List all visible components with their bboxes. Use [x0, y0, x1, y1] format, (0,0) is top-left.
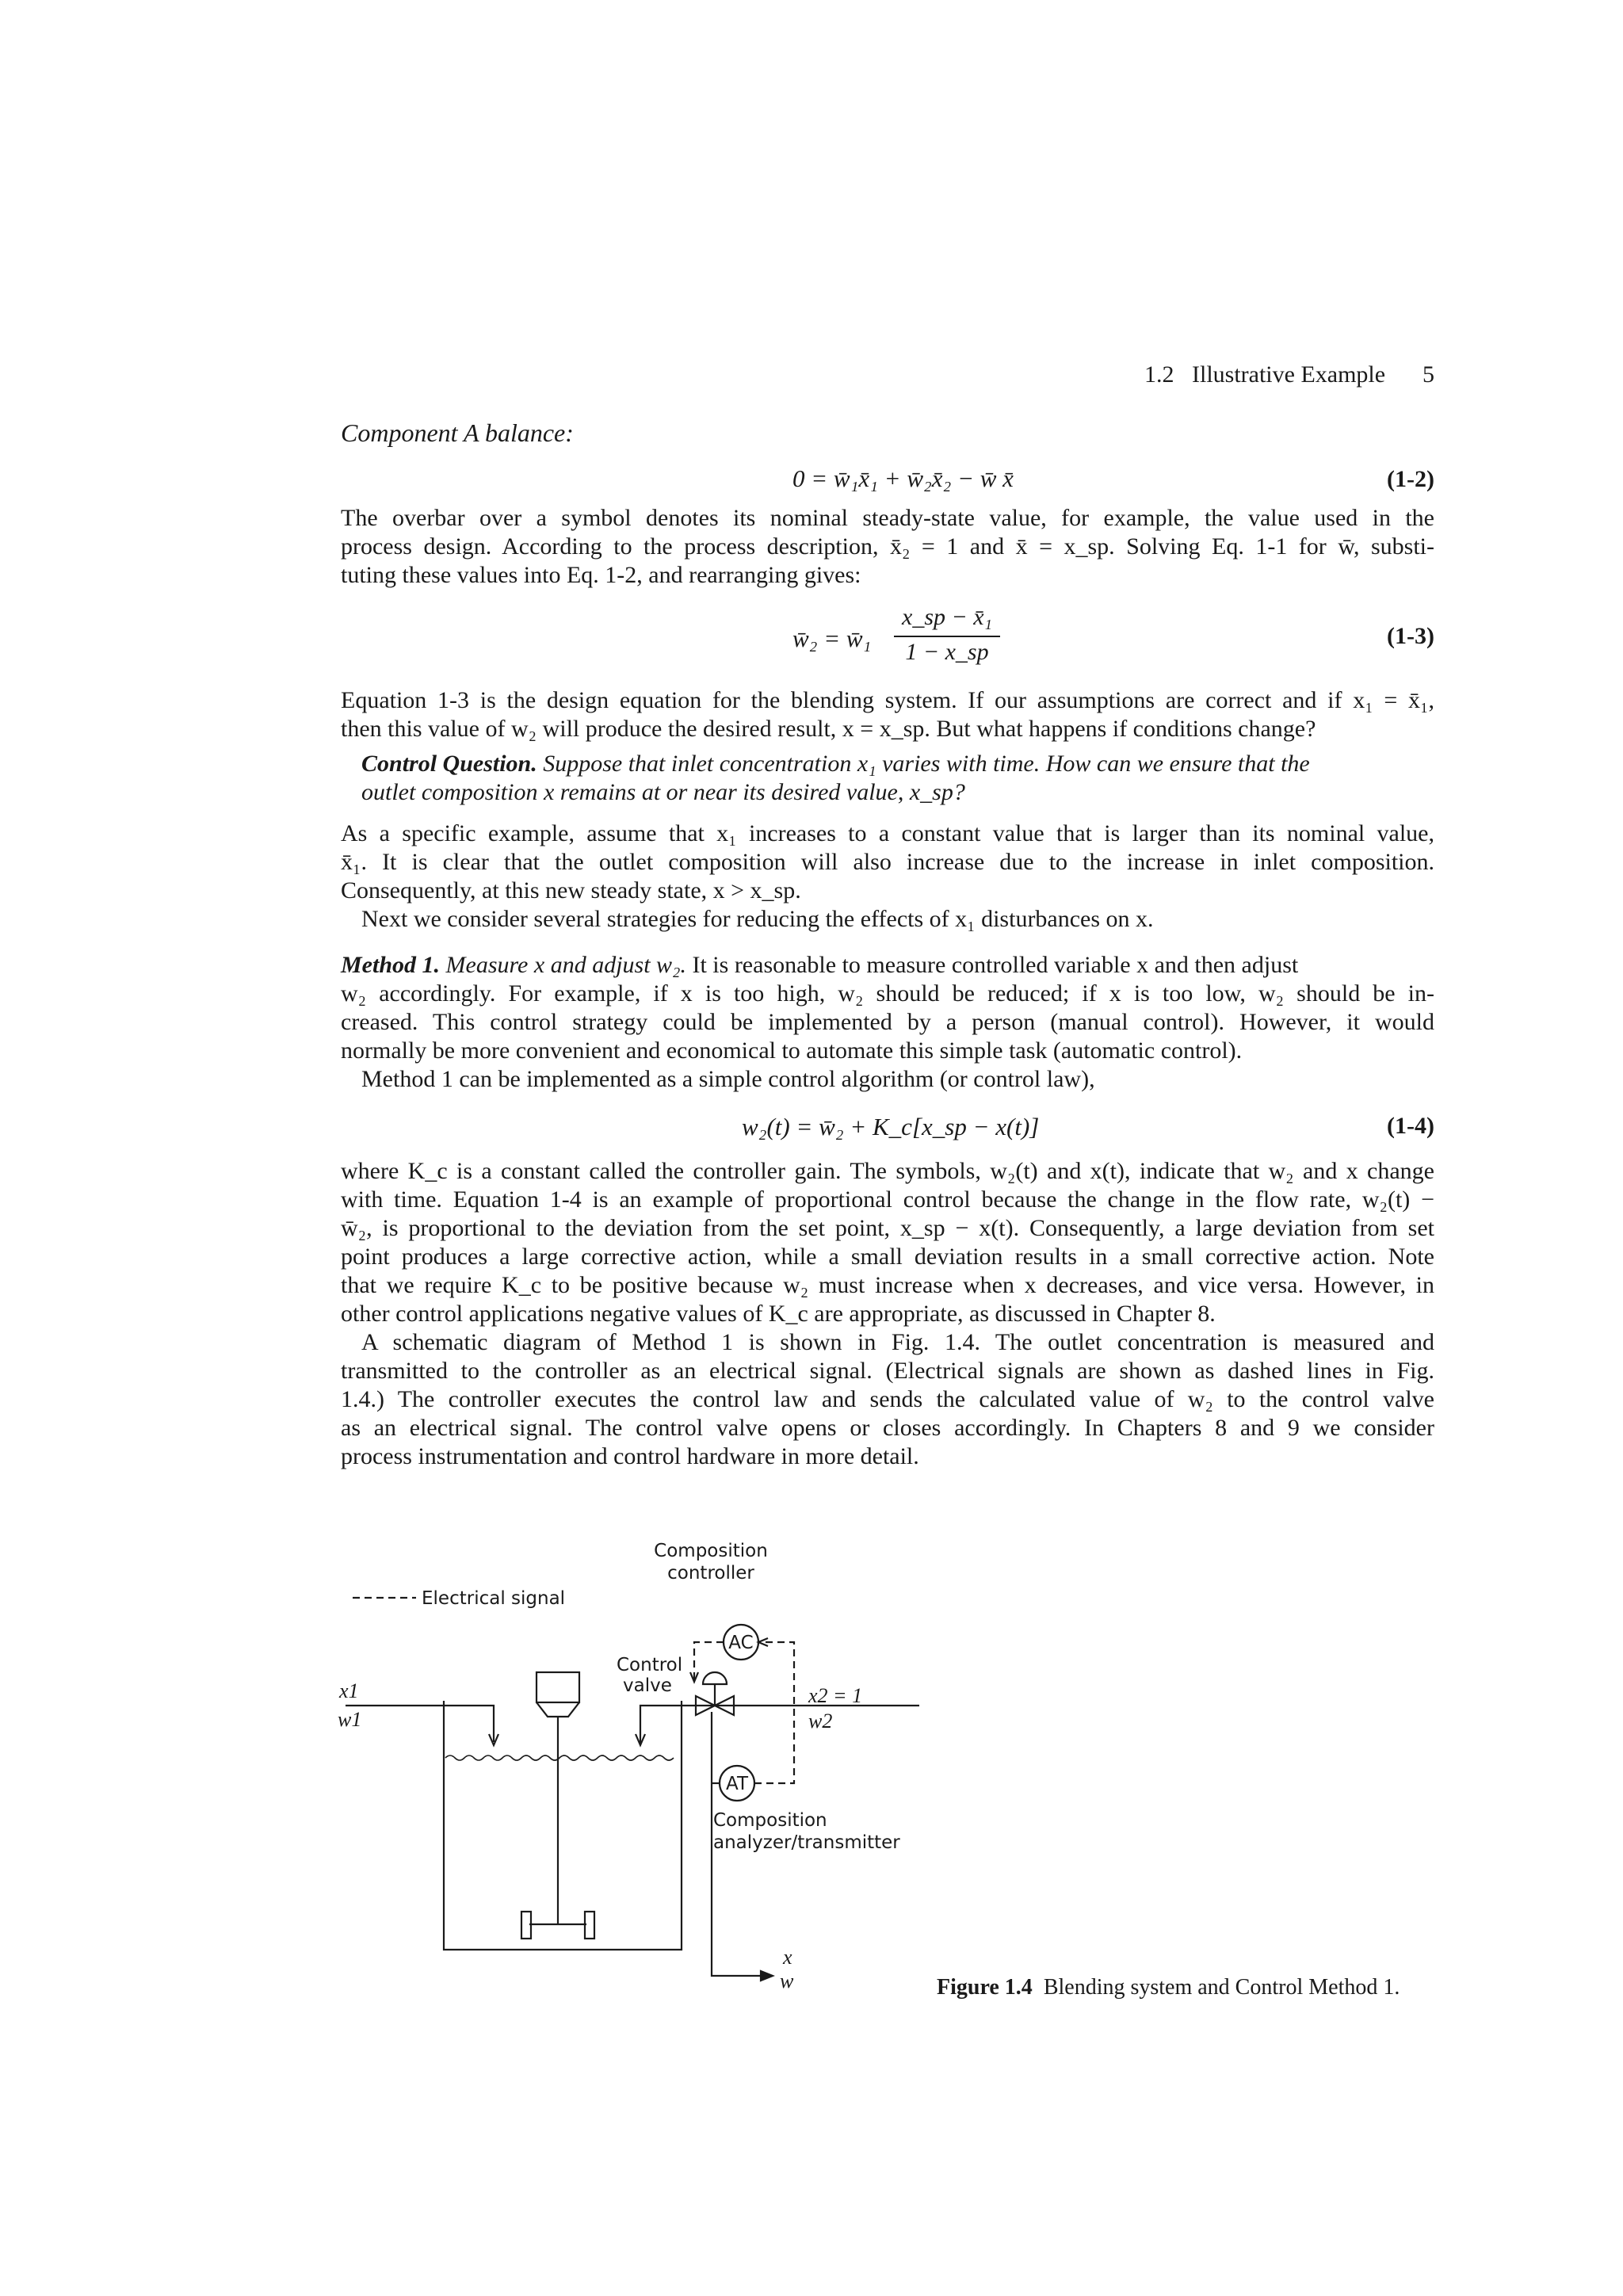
text-line: x̄₁. It is clear that the outlet composition will also increase due to the increase in inlet composition. — [341, 849, 1434, 875]
text-line: process instrumentation and control hardware in more detail. — [341, 1443, 919, 1469]
blending-system-diagram — [317, 1530, 919, 2005]
text-line: that we require K_c to be positive because w₂ must increase when x decreases, and vice versa. However, in — [341, 1272, 1434, 1298]
equation-1-2: 0 = w̄₁x̄₁ + w̄₂x̄₂ − w̄ x̄ — [792, 464, 1014, 492]
tank-wall — [444, 1701, 682, 1950]
text-line: then this value of w₂ will produce the desired result, x = x_sp. But what happens if conditions change? — [341, 716, 1316, 742]
control-valve-label-1: Control — [617, 1655, 683, 1675]
motor-base — [537, 1702, 579, 1717]
text-line: where K_c is a constant called the controller gain. The symbols, w₂(t) and x(t), indicate that w₂ and x change — [341, 1158, 1434, 1184]
outlet-arrow — [761, 1971, 773, 1981]
text-line: normally be more convenient and economical to automate this simple task (automatic control). — [341, 1037, 1243, 1064]
at-label: AT — [726, 1774, 748, 1794]
equation-1-3-lhs: w̄₂ = w̄₁ — [792, 625, 872, 652]
signal-at-to-ac — [754, 1642, 794, 1783]
text-line: process design. According to the process description, x̄₂ = 1 and x̄ = x_sp. Solving Eq. 1-1 for w̄, substi- — [341, 533, 1434, 560]
equation-number-1-2: (1-2) — [1387, 466, 1434, 492]
composition-controller-label-2: controller — [667, 1563, 754, 1584]
x2-label: x2 = 1 — [808, 1684, 863, 1707]
control-question-text: Suppose that inlet concentration x₁ varies with time. How can we ensure that the — [543, 751, 1310, 777]
analyzer-label-1: Composition — [713, 1810, 827, 1831]
w1-label: w1 — [338, 1708, 362, 1731]
method-1-title: Measure x and adjust w₂. — [445, 952, 686, 978]
equation-1-4: w₂(t) = w̄₂ + K_c[x_sp − x(t)] — [742, 1113, 1040, 1140]
signal-ac-to-valve — [694, 1642, 724, 1682]
x1-label: x1 — [339, 1679, 359, 1702]
w-outlet-label: w — [780, 1969, 794, 1992]
method-1-line — [341, 951, 1434, 980]
motor-box — [537, 1672, 579, 1702]
running-header — [1144, 361, 1385, 388]
text-line: creased. This control strategy could be implemented by a person (manual control). However, it would — [341, 1009, 1434, 1035]
w2-label: w2 — [808, 1710, 833, 1733]
equation-1-3-denominator: 1 − x_sp — [905, 639, 989, 665]
equation-1-3-numerator: x_sp − x̄₁ — [902, 604, 992, 630]
section-number: 1.2 — [1144, 361, 1174, 388]
text-line: Method 1 can be implemented as a simple control algorithm (or control law), — [361, 1066, 1095, 1092]
fraction-bar — [894, 636, 1000, 637]
text-line: with time. Equation 1-4 is an example of proportional control because the change in the flow rate, w₂(t) − — [341, 1186, 1434, 1213]
section-heading: Component A balance: — [341, 418, 574, 447]
text-line: A schematic diagram of Method 1 is shown in Fig. 1.4. The outlet concentration is measured and — [361, 1329, 1434, 1355]
text-line: The overbar over a symbol denotes its nominal steady-state value, for example, the value used in the — [341, 505, 1434, 531]
text-line: Equation 1-3 is the design equation for the blending system. If our assumptions are correct and if x₁ = x̄₁, — [341, 687, 1434, 713]
analyzer-label-2: analyzer/transmitter — [713, 1832, 900, 1853]
figure-caption-text: Blending system and Control Method 1. — [1043, 1975, 1400, 2000]
figure-caption-label: Figure 1.4 — [937, 1975, 1033, 2000]
inlet-1-pipe — [346, 1706, 494, 1742]
legend-label: Electrical signal — [422, 1588, 566, 1609]
method-1-label: Method 1. — [341, 952, 441, 978]
text-line: as an electrical signal. The control valve opens or closes accordingly. In Chapters 8 and 9 we consider — [341, 1415, 1434, 1441]
text-line: transmitted to the controller as an electrical signal. (Electrical signals are shown as dashed lines in Fig. — [341, 1358, 1434, 1384]
x-outlet-label: x — [783, 1946, 792, 1969]
valve-actuator — [703, 1672, 727, 1684]
equation-number-1-3: (1-3) — [1387, 623, 1434, 649]
composition-controller-label-1: Composition — [654, 1541, 768, 1561]
text-line: Consequently, at this new steady state, x > x_sp. — [341, 877, 801, 904]
text-line: w̄₂, is proportional to the deviation from the set point, x_sp − x(t). Consequently, a large deviation from set — [341, 1215, 1434, 1241]
ac-label: AC — [728, 1633, 754, 1653]
equation-number-1-4: (1-4) — [1387, 1113, 1434, 1139]
method-1-text: It is reasonable to measure controlled variable x and then adjust — [692, 952, 1299, 978]
text-line: Next we consider several strategies for reducing the effects of x₁ disturbances on x. — [361, 906, 1154, 932]
liquid-surface — [445, 1755, 674, 1760]
text-line: w₂ accordingly. For example, if x is too high, w₂ should be reduced; if x is too low, w₂ should be in- — [341, 980, 1434, 1007]
text-line: tuting these values into Eq. 1-2, and rearranging gives: — [341, 562, 861, 588]
section-title: Illustrative Example — [1192, 361, 1386, 388]
text-line: point produces a large corrective action, while a small deviation results in a small corrective action. Note — [341, 1244, 1434, 1270]
control-question-line-2: outlet composition x remains at or near its desired value, x_sp? — [361, 779, 965, 805]
text-line: other control applications negative values of K_c are appropriate, as discussed in Chapter 8. — [341, 1301, 1216, 1327]
control-question-label: Control Question. — [361, 751, 537, 777]
page-number: 5 — [1423, 361, 1434, 388]
control-valve-label-2: valve — [623, 1675, 672, 1696]
control-question-line — [361, 750, 1434, 778]
text-line: As a specific example, assume that x₁ increases to a constant value that is larger than its nominal value, — [341, 820, 1434, 846]
figure-caption — [937, 1975, 1400, 2000]
text-line: 1.4.) The controller executes the control law and sends the calculated value of w₂ to the control valve — [341, 1386, 1434, 1412]
